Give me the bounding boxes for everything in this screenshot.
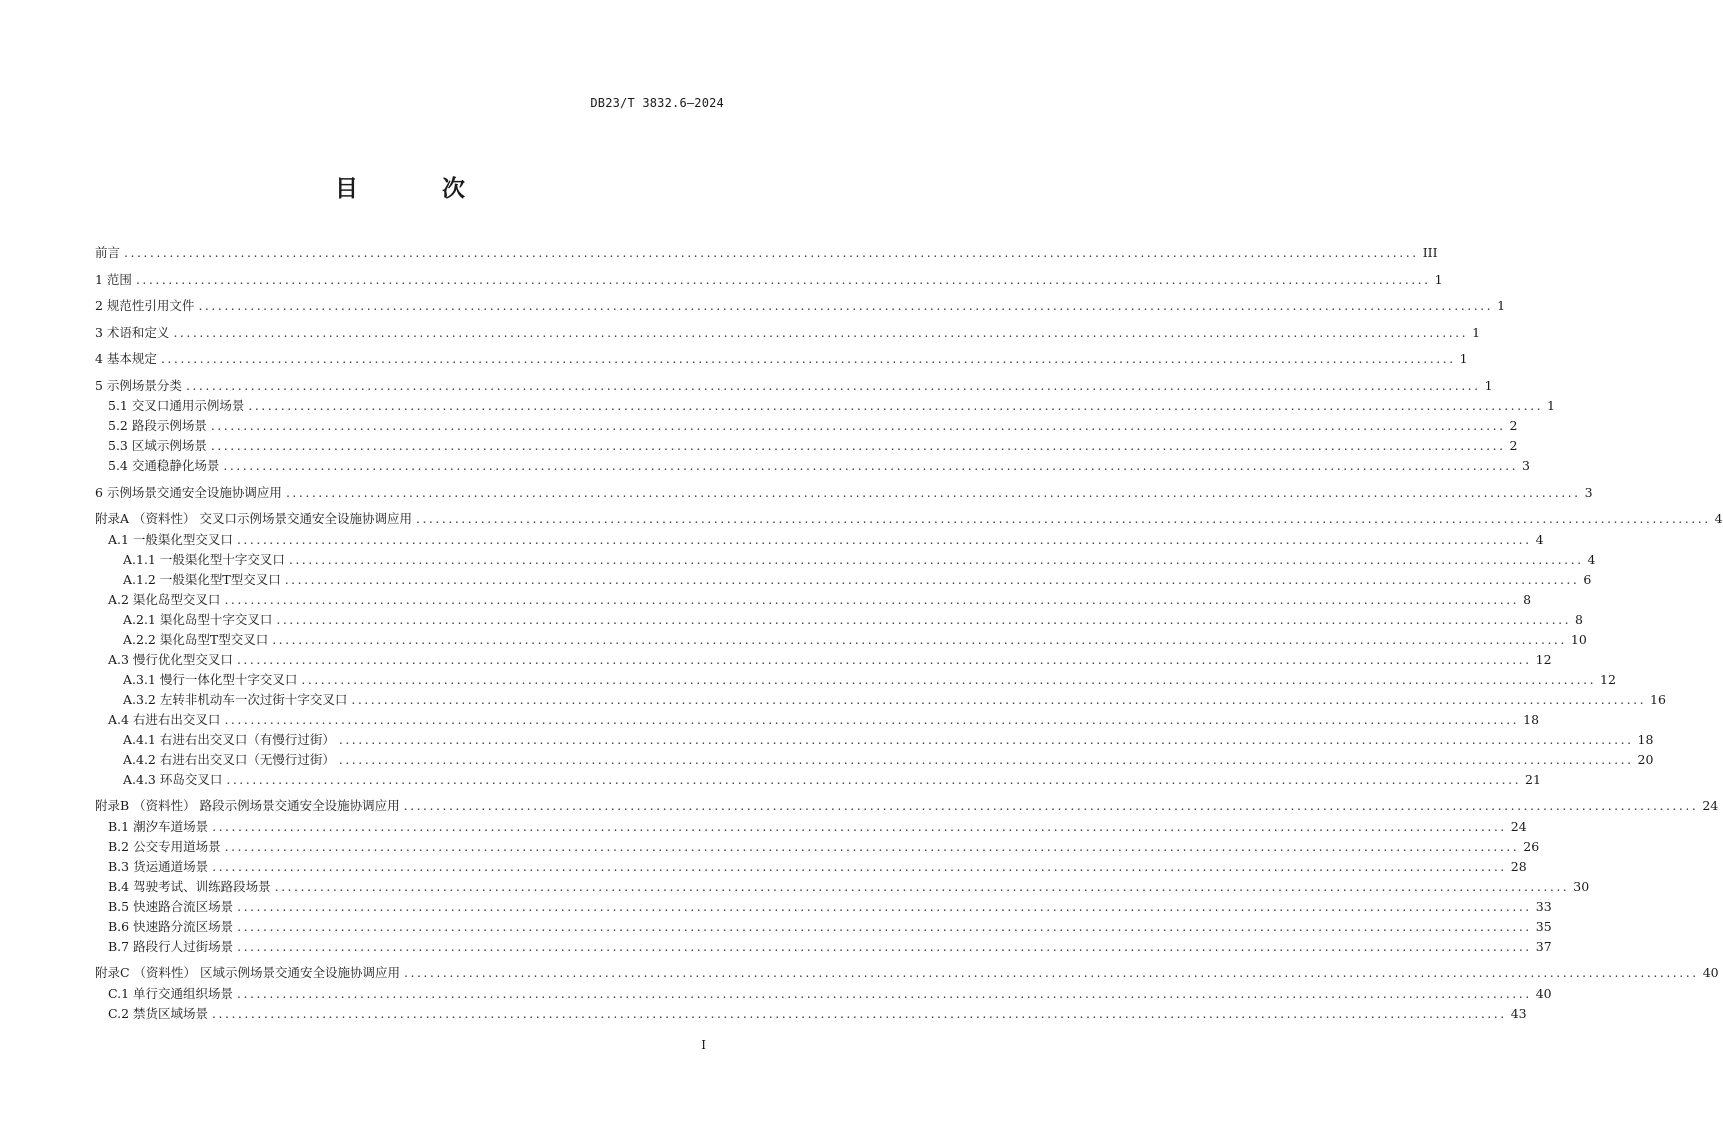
toc-entry-page: 12: [1535, 651, 1552, 667]
toc-entry-label: A.4.1 右进右出交叉口（有慢行过街）: [123, 731, 335, 747]
toc-entry[interactable]: [95, 349, 1468, 369]
toc-dot-leader: ........................................................................................................................................................................................................: [124, 245, 1419, 260]
toc-entry-label: 附录A （资料性） 交叉口示例场景交通安全设施协调应用: [95, 511, 412, 526]
toc-dot-leader: ........................................................................................................................................................................................................: [338, 731, 1634, 747]
toc-entry-label: B.3 货运通道场景: [108, 858, 209, 874]
toc-entry-label: A.2.1 渠化岛型十字交叉口: [123, 611, 273, 627]
toc-dot-leader: ........................................................................................................................................................................................................: [236, 651, 1532, 667]
toc-entry-label: B.5 快速路合流区场景: [108, 898, 234, 914]
toc-entry-label: A.3.1 慢行一体化型十字交叉口: [123, 671, 298, 687]
page-header-code: DB23/T 3832.6—2024: [590, 96, 724, 110]
toc-entry[interactable]: [95, 509, 1723, 529]
toc-entry-label: C.1 单行交通组织场景: [108, 985, 234, 1001]
toc-entry-label: A.4.2 右进右出交叉口（无慢行过街）: [123, 751, 335, 767]
toc-entry-page: 35: [1535, 918, 1552, 934]
toc-entry-label: A.2 渠化岛型交叉口: [108, 591, 221, 607]
toc-dot-leader: ........................................................................................................................................................................................................: [236, 531, 1532, 547]
toc-entry[interactable]: [95, 1004, 1527, 1024]
toc-entry-page: 1: [1484, 377, 1493, 393]
toc-entry-page: 10: [1570, 631, 1587, 647]
toc-dot-leader: ........................................................................................................................................................................................................: [212, 1005, 1507, 1021]
toc-entry-page: 43: [1510, 1005, 1527, 1021]
toc-entry[interactable]: [95, 530, 1544, 550]
toc-entry-page: 6: [1583, 571, 1592, 587]
toc-entry-page: 24: [1510, 818, 1527, 834]
toc-entry-label: A.4.3 环岛交叉口: [123, 771, 223, 787]
toc-entry-label: A.3.2 左转非机动车一次过街十字交叉口: [123, 691, 348, 707]
toc-entry[interactable]: [95, 570, 1592, 590]
toc-entry[interactable]: [95, 610, 1583, 630]
toc-entry[interactable]: [95, 670, 1616, 690]
toc-entry[interactable]: [95, 710, 1540, 730]
toc-entry-label: 5.2 路段示例场景: [108, 418, 207, 433]
toc-dot-leader: ........................................................................................................................................................................................................: [210, 418, 1506, 433]
toc-entry-label: 5.1 交叉口通用示例场景: [108, 398, 245, 413]
toc-dot-leader: ........................................................................................................................................................................................................: [212, 818, 1507, 834]
toc-entry-label: 4 基本规定: [95, 351, 157, 366]
toc-entry[interactable]: [95, 817, 1527, 837]
toc-entry-label: 附录B （资料性） 路段示例场景交通安全设施协调应用: [95, 798, 400, 813]
toc-dot-leader: ........................................................................................................................................................................................................: [135, 271, 1431, 287]
toc-dot-leader: ........................................................................................................................................................................................................: [210, 438, 1506, 453]
toc-entry-label: A.1.1 一般渠化型十字交叉口: [123, 551, 285, 567]
toc-entry-label: 5.4 交通稳静化场景: [108, 458, 220, 473]
toc-dot-leader: ........................................................................................................................................................................................................: [173, 324, 1469, 340]
toc-entry-label: A.1 一般渠化型交叉口: [108, 531, 233, 547]
toc-entry[interactable]: [95, 796, 1719, 816]
toc-entry-page: 4: [1714, 511, 1723, 526]
toc-entry-page: 1: [1547, 398, 1555, 413]
toc-entry[interactable]: [95, 877, 1590, 897]
toc-entry-page: 21: [1525, 771, 1541, 787]
toc-entry-label: A.2.2 渠化岛型T型交叉口: [123, 631, 269, 647]
toc-entry-page: III: [1422, 245, 1438, 260]
toc-entry[interactable]: [95, 937, 1552, 957]
toc-entry-page: 26: [1523, 838, 1540, 854]
toc-entry-page: 4: [1587, 551, 1596, 567]
toc-entry[interactable]: [95, 550, 1596, 570]
toc-dot-leader: ........................................................................................................................................................................................................: [160, 351, 1456, 366]
toc-dot-leader: ........................................................................................................................................................................................................: [338, 751, 1634, 767]
toc-dot-leader: ........................................................................................................................................................................................................: [224, 838, 1520, 854]
toc-entry-page: 37: [1535, 938, 1552, 954]
toc-entry[interactable]: [95, 984, 1552, 1004]
toc-entry[interactable]: [95, 590, 1532, 610]
toc-entry-page: 1: [1472, 324, 1481, 340]
toc-entry-label: A.4 右进右出交叉口: [108, 711, 221, 727]
toc-entry[interactable]: [95, 416, 1518, 436]
toc-entry-page: 40: [1535, 985, 1552, 1001]
toc-dot-leader: ........................................................................................................................................................................................................: [301, 671, 1597, 687]
toc-entry-page: 33: [1535, 898, 1552, 914]
toc-entry-label: B.4 驾驶考试、训练路段场景: [108, 878, 271, 894]
toc-dot-leader: ........................................................................................................................................................................................................: [237, 985, 1532, 1001]
toc-entry[interactable]: [95, 897, 1552, 917]
toc-entry-label: B.6 快速路分流区场景: [108, 918, 234, 934]
toc-entry-page: 3: [1522, 458, 1530, 473]
toc-entry-page: 30: [1573, 878, 1590, 894]
toc-entry-label: 6 示例场景交通安全设施协调应用: [95, 484, 282, 500]
toc-entry[interactable]: [95, 963, 1719, 983]
toc-entry-label: A.1.2 一般渠化型T型交叉口: [123, 571, 281, 587]
toc-dot-leader: ........................................................................................................................................................................................................: [224, 591, 1520, 607]
toc-entry-label: 附录C （资料性） 区域示例场景交通安全设施协调应用: [95, 965, 401, 980]
toc-dot-leader: ........................................................................................................................................................................................................: [274, 878, 1570, 894]
toc-entry[interactable]: [95, 750, 1654, 770]
toc-dot-leader: ........................................................................................................................................................................................................: [224, 711, 1520, 727]
toc-dot-leader: ........................................................................................................................................................................................................: [237, 938, 1532, 954]
toc-entry-label: B.7 路段行人过街场景: [108, 938, 234, 954]
toc-entry-label: 5 示例场景分类: [95, 377, 182, 393]
page-title: 目 次: [334, 176, 503, 202]
toc-entry[interactable]: [95, 730, 1654, 750]
toc-entry[interactable]: [95, 690, 1666, 710]
toc-entry-page: 1: [1459, 351, 1468, 366]
toc-dot-leader: ........................................................................................................................................................................................................: [226, 771, 1522, 787]
toc-entry-page: 18: [1637, 731, 1654, 747]
toc-entry-page: 2: [1509, 438, 1518, 453]
toc-entry[interactable]: [95, 270, 1443, 290]
toc-dot-leader: ........................................................................................................................................................................................................: [237, 918, 1532, 934]
toc-dot-leader: ........................................................................................................................................................................................................: [272, 631, 1567, 647]
toc-dot-leader: ........................................................................................................................................................................................................: [404, 965, 1699, 980]
toc-entry-label: 1 范围: [95, 271, 132, 287]
toc-entry[interactable]: [95, 770, 1541, 790]
toc-entry-label: A.3 慢行优化型交叉口: [108, 651, 233, 667]
footer-page-number: I: [701, 1038, 706, 1052]
toc-entry-page: 8: [1523, 591, 1532, 607]
toc-entry-page: 8: [1575, 611, 1583, 627]
toc-entry-page: 12: [1600, 671, 1616, 687]
toc-entry-page: 18: [1523, 711, 1540, 727]
toc-entry-page: 16: [1650, 691, 1666, 707]
toc-dot-leader: ........................................................................................................................................................................................................: [285, 484, 1581, 500]
toc-entry-label: 2 规范性引用文件: [95, 298, 195, 313]
toc-entry[interactable]: [95, 376, 1493, 396]
toc-dot-leader: ........................................................................................................................................................................................................: [237, 898, 1532, 914]
toc-dot-leader: ........................................................................................................................................................................................................: [198, 298, 1494, 313]
toc-entry-page: 2: [1509, 418, 1518, 433]
toc-entry-label: B.1 潮汐车道场景: [108, 818, 209, 834]
toc-dot-leader: ........................................................................................................................................................................................................: [212, 858, 1507, 874]
toc-entry[interactable]: [95, 243, 1438, 263]
toc-dot-leader: ........................................................................................................................................................................................................: [403, 798, 1699, 813]
toc-entry[interactable]: [95, 650, 1552, 670]
toc-entry-page: 20: [1637, 751, 1654, 767]
toc-entry[interactable]: [95, 323, 1481, 343]
toc-entry[interactable]: [95, 857, 1527, 877]
toc-entry[interactable]: [95, 456, 1530, 476]
toc-entry-page: 40: [1702, 965, 1719, 980]
toc-dot-leader: ........................................................................................................................................................................................................: [288, 551, 1584, 567]
toc-entry-page: 1: [1497, 298, 1506, 313]
toc-entry[interactable]: [95, 917, 1552, 937]
toc-dot-leader: ........................................................................................................................................................................................................: [276, 611, 1572, 627]
toc-entry[interactable]: [95, 483, 1593, 503]
toc-entry[interactable]: [95, 296, 1506, 316]
toc-dot-leader: ........................................................................................................................................................................................................: [351, 691, 1647, 707]
toc-entry-label: C.2 禁货区域场景: [108, 1005, 209, 1021]
toc-entry-label: 3 术语和定义: [95, 324, 170, 340]
toc-entry-page: 24: [1702, 798, 1719, 813]
toc-entry-page: 1: [1434, 271, 1443, 287]
toc-entry-label: B.2 公交专用道场景: [108, 838, 221, 854]
toc-entry[interactable]: [95, 630, 1587, 650]
toc-entry[interactable]: [95, 436, 1518, 456]
toc-entry-page: 28: [1510, 858, 1527, 874]
toc-entry[interactable]: [95, 837, 1540, 857]
toc-entry-label: 5.3 区域示例场景: [108, 438, 207, 453]
toc-entry-page: 4: [1535, 531, 1544, 547]
toc-dot-leader: ........................................................................................................................................................................................................: [223, 458, 1519, 473]
toc-entry[interactable]: [95, 396, 1555, 416]
toc-dot-leader: ........................................................................................................................................................................................................: [185, 377, 1481, 393]
toc-dot-leader: ........................................................................................................................................................................................................: [415, 511, 1711, 526]
toc-entry-label: 前言: [95, 245, 121, 260]
toc-dot-leader: ........................................................................................................................................................................................................: [284, 571, 1580, 587]
toc-entry-page: 3: [1584, 484, 1593, 500]
toc-dot-leader: ........................................................................................................................................................................................................: [248, 398, 1544, 413]
